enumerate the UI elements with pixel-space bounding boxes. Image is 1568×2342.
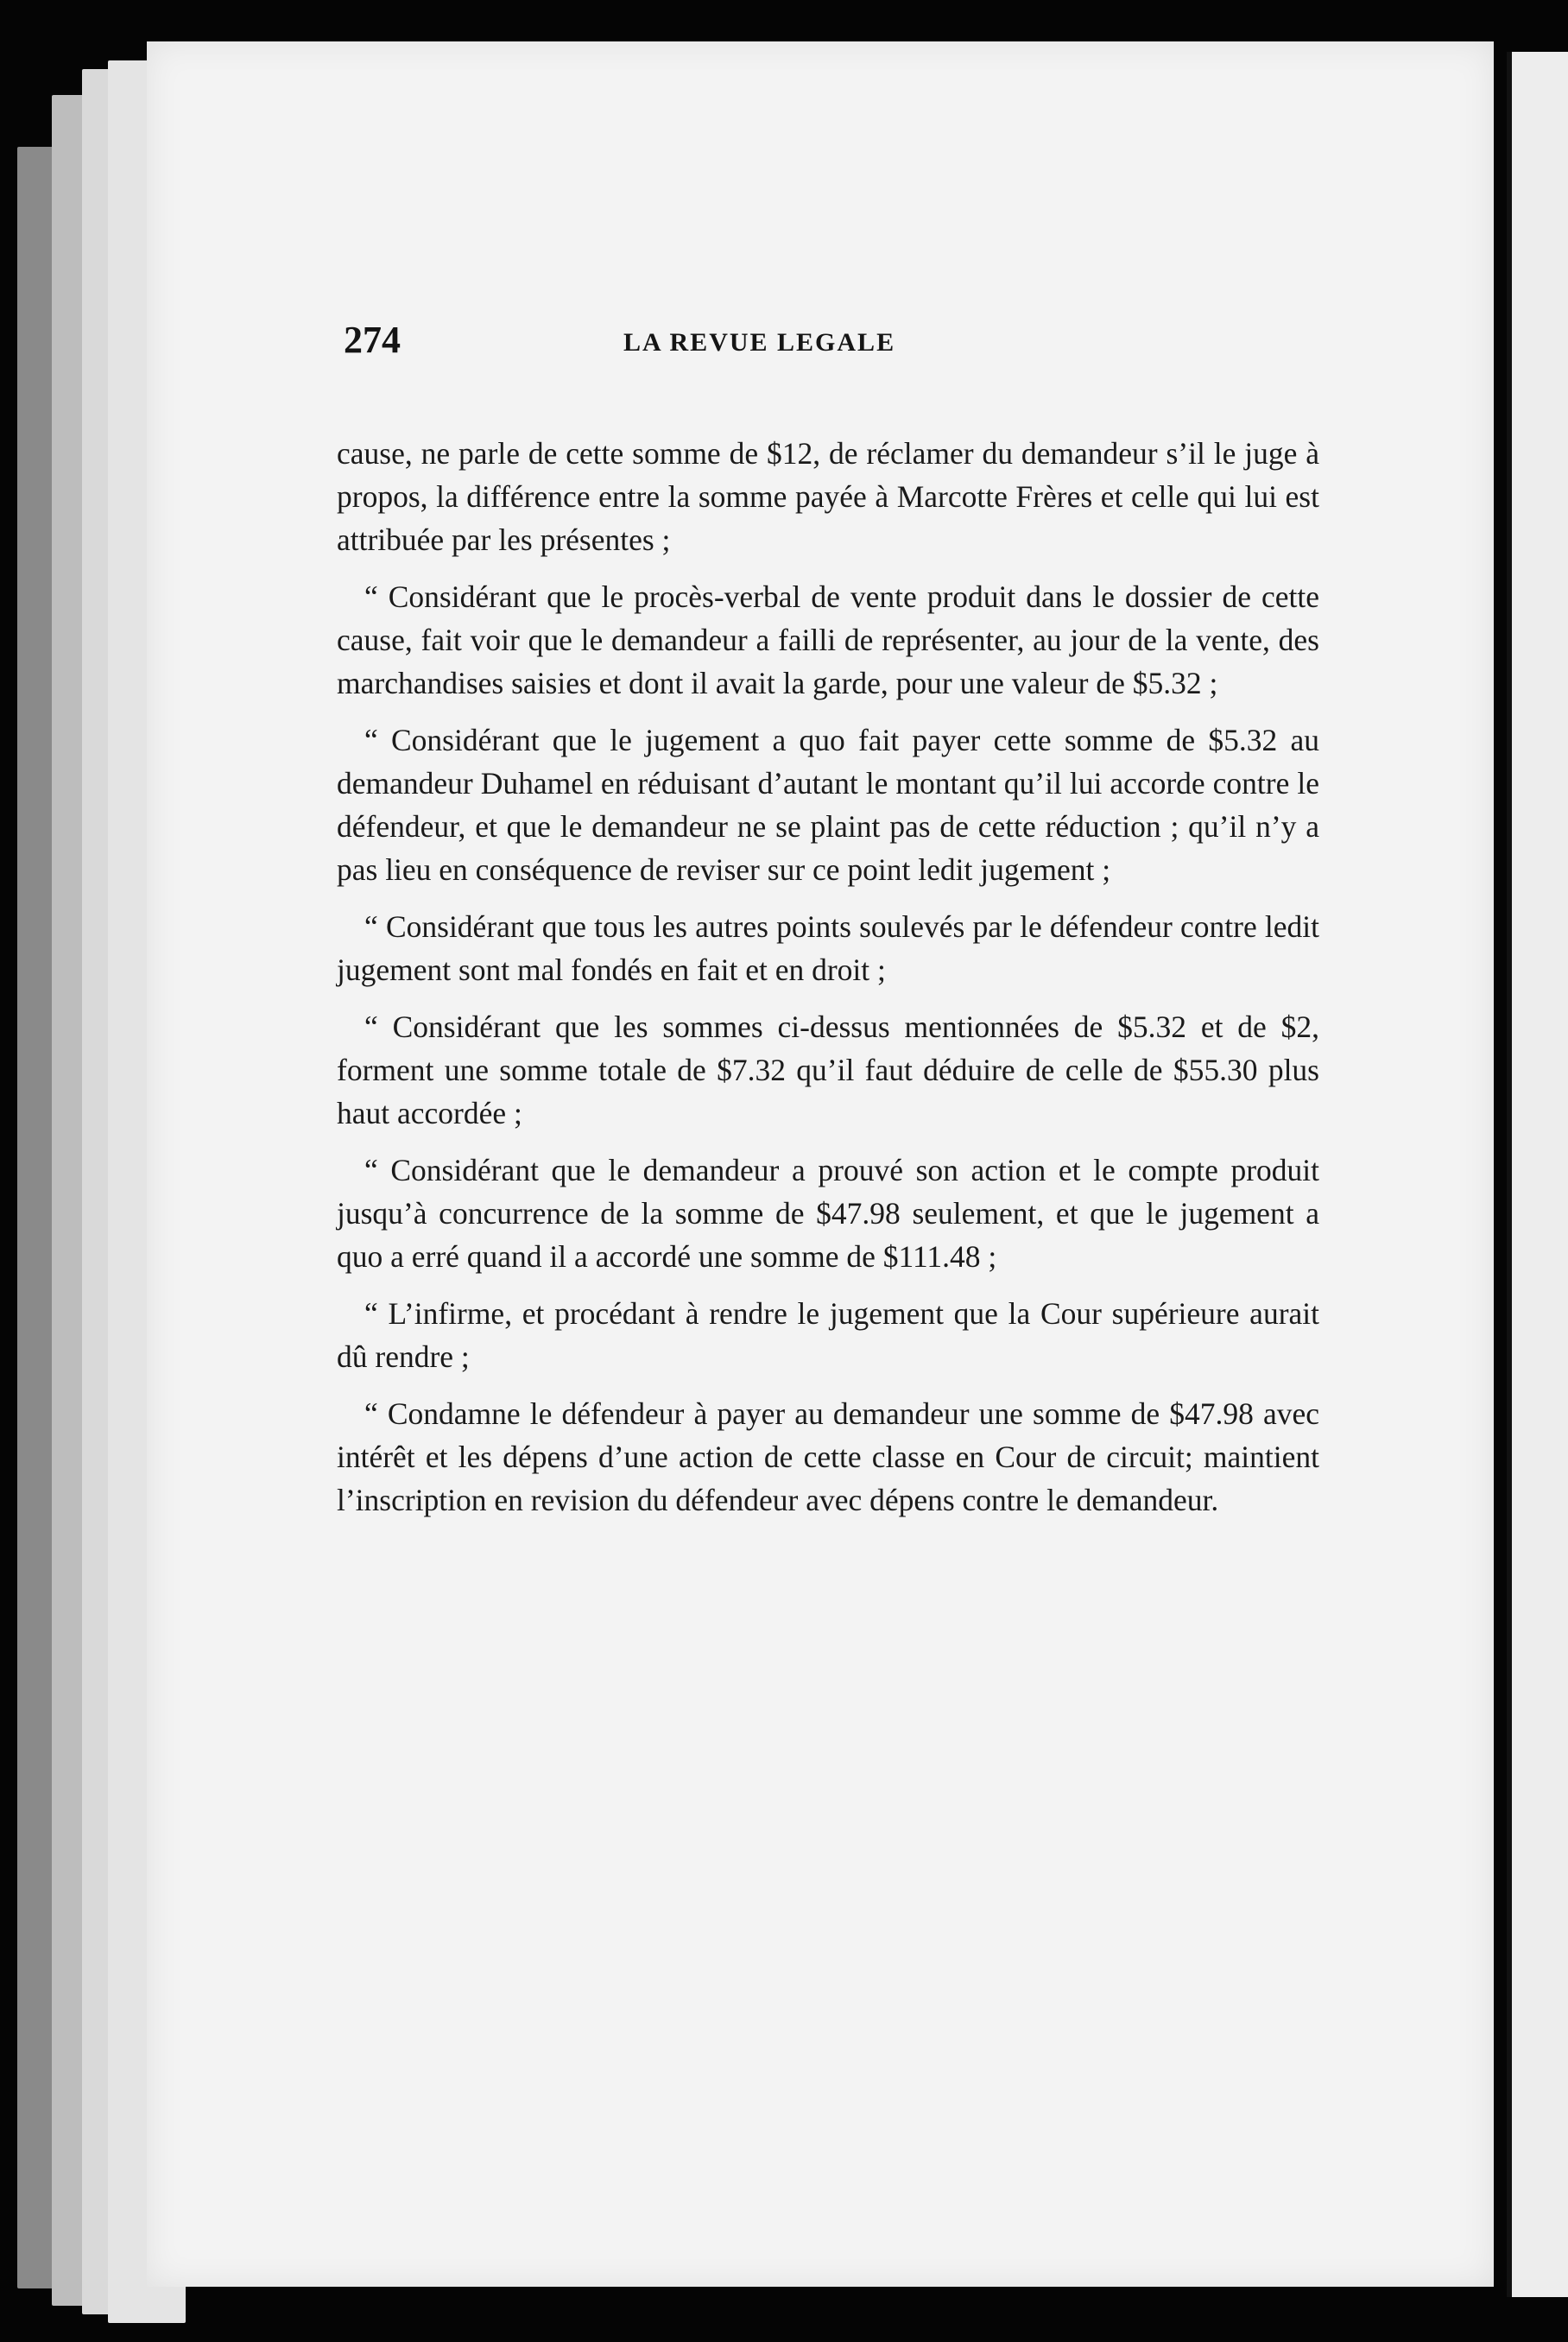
- facing-page-edge: [1507, 52, 1568, 2297]
- paragraph-1: cause, ne parle de cette somme de $12, de réclamer du demandeur s’il le juge à propos, la différence entre la somme payée à Marcotte Frères et celle qui lui est attribuée par les présentes ;: [337, 436, 1319, 557]
- paragraph-3: “ Considérant que le jugement a quo fait payer cette somme de $5.32 au demandeur Duhamel en réduisant d’autant le montant qu’il lui accorde contre le défendeur, et que le demandeur ne se plaint pas de cette réduction ; qu’il n’y a pas lieu en conséquence de reviser sur ce point ledit jugement ;: [337, 723, 1319, 887]
- paragraph-6: “ Considérant que le demandeur a prouvé son action et le compte produit jusqu’à concurrence de la somme de $47.98 seulement, et que le jugement a quo a erré quand il a accordé une somme de $111.48 ;: [337, 1153, 1319, 1274]
- paragraph-2: “ Considérant que le procès-verbal de vente produit dans le dossier de cette cause, fait voir que le demandeur a failli de représenter, au jour de la vente, des marchandises saisies et dont il avait la garde, pour une valeur de $5.32 ;: [337, 579, 1319, 700]
- paragraph-7: “ L’infirme, et procédant à rendre le jugement que la Cour supérieure aurait dû rendre ;: [337, 1296, 1319, 1374]
- body-text: [337, 432, 1319, 1535]
- paragraph-8: “ Condamne le défendeur à payer au demandeur une somme de $47.98 avec intérêt et les dépens d’une action de cette classe en Cour de circuit; maintient l’inscription en revision du défendeur avec dépens contre le demandeur.: [337, 1396, 1319, 1517]
- running-title: LA REVUE LEGALE: [623, 328, 896, 357]
- running-head: [344, 318, 1328, 387]
- paragraph-5: “ Considérant que les sommes ci-dessus mentionnées de $5.32 et de $2, forment une somme totale de $7.32 qu’il faut déduire de celle de $55.30 plus haut accordée ;: [337, 1010, 1319, 1130]
- page-number: 274: [344, 319, 401, 361]
- paragraph-4: “ Considérant que tous les autres points soulevés par le défendeur contre ledit jugement sont mal fondés en fait et en droit ;: [337, 909, 1319, 987]
